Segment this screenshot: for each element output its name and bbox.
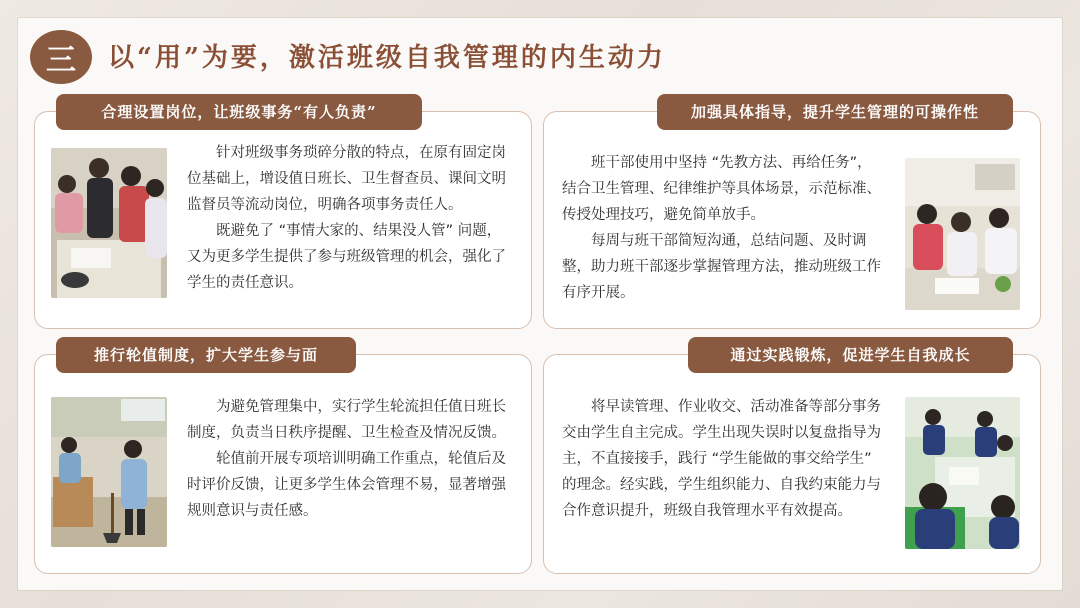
card-positions-paragraph: 针对班级事务琐碎分散的特点，在原有固定岗位基础上，增设值日班长、卫生督查员、课间文明监督员等流动岗位，明确各项事务责任人。 — [187, 145, 506, 213]
card-rotation-text — [187, 394, 507, 524]
card-practice-paragraph: 将早读管理、作业收交、活动准备等部分事务交由学生自主完成。学生出现失误时以复盘指导为主，不直接接手，践行 “学生能做的事交给学生” 的理念。经实践，学生组织能力、自我约束能力与合作意识提升，班级自我管理水平有效提高。 — [562, 399, 881, 519]
card-positions-paragraph: 既避免了 “事情大家的、结果没人管” 问题，又为更多学生提供了参与班级管理的机会，强化了学生的责任意识。 — [187, 223, 506, 291]
photo-students-working-together — [905, 397, 1020, 549]
card-practice-heading: 通过实践锻炼，促进学生自我成长 — [688, 337, 1013, 373]
card-practice-text — [562, 394, 884, 524]
card-guidance-paragraph: 班干部使用中坚持 “先教方法、再给任务”，结合卫生管理、纪律维护等具体场景，示范标准、传授处理技巧，避免简单放手。 — [562, 155, 881, 223]
card-guidance-text — [562, 150, 884, 306]
card-positions-text — [187, 140, 507, 296]
section-number: 三 — [46, 43, 76, 78]
photo-students-cleaning-classroom — [51, 397, 167, 547]
card-rotation-paragraph: 轮值前开展专项培训明确工作重点，轮值后及时评价反馈，让更多学生体会管理不易，显著增强规则意识与责任感。 — [187, 451, 506, 519]
card-positions-heading: 合理设置岗位，让班级事务“有人负责” — [56, 94, 422, 130]
photo-teacher-guiding-students — [51, 148, 167, 298]
card-rotation-heading: 推行轮值制度，扩大学生参与面 — [56, 337, 356, 373]
card-rotation-paragraph: 为避免管理集中，实行学生轮流担任值日班长制度，负责当日秩序提醒、卫生检查及情况反馈。 — [187, 399, 506, 441]
card-guidance-paragraph: 每周与班干部简短沟通，总结问题、及时调整，助力班干部逐步掌握管理方法，推动班级工作有序开展。 — [562, 233, 881, 301]
section-title: 以“用”为要，激活班级自我管理的内生动力 — [108, 43, 666, 73]
card-guidance-heading: 加强具体指导，提升学生管理的可操作性 — [657, 94, 1013, 130]
section-number-badge — [30, 30, 92, 84]
photo-class-cadre-meeting — [905, 158, 1020, 310]
